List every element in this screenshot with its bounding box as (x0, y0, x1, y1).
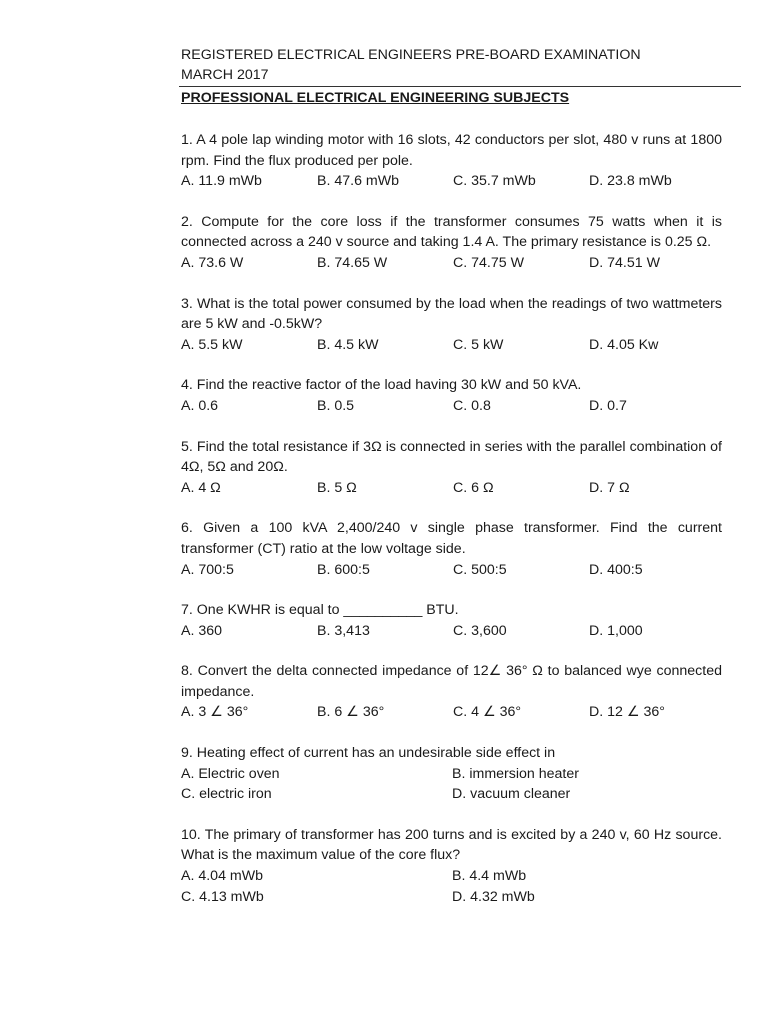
answer-option: C. 4.13 mWb (181, 888, 264, 905)
question-text: 4. Find the reactive factor of the load having 30 kW and 50 kVA. (181, 377, 582, 394)
question-7 (181, 600, 722, 641)
answer-option: D. 0.7 (589, 397, 627, 414)
answer-option: C. 5 kW (453, 336, 504, 353)
answer-option: B. 0.5 (317, 397, 355, 414)
answer-option: D. 12 ∠ 36° (589, 704, 665, 721)
answer-option: D. 4.05 Kw (589, 336, 659, 353)
answer-option: D. 400:5 (589, 561, 643, 578)
answer-option: B. 6 ∠ 36° (317, 704, 385, 721)
question-6 (181, 518, 722, 580)
answer-option: B. 3,413 (317, 622, 370, 639)
answer-option: D. vacuum cleaner (452, 786, 571, 803)
question-2 (181, 212, 722, 274)
question-list (181, 130, 722, 927)
answer-option: A. 5.5 kW (181, 336, 243, 353)
answer-option: D. 74.51 W (589, 254, 660, 271)
answer-option: A. 11.9 mWb (181, 173, 262, 190)
answer-option: A. Electric oven (181, 765, 280, 782)
question-text: 3. What is the total power consumed by the load when the readings of two wattmeters are 5 kW and -0.5kW? (181, 295, 722, 333)
answer-option: B. 4.4 mWb (452, 868, 527, 885)
question-text: 8. Convert the delta connected impedance of 12∠ 36° Ω to balanced wye connected impedance. (181, 663, 722, 700)
answer-option: C. 500:5 (453, 561, 507, 578)
answer-option: C. 6 Ω (453, 479, 494, 496)
answer-option: D. 4.32 mWb (452, 888, 535, 905)
answer-option: D. 7 Ω (589, 479, 630, 496)
exam-title: REGISTERED ELECTRICAL ENGINEERS PRE-BOARD EXAMINATION (181, 47, 641, 63)
answer-option: C. 35.7 mWb (453, 173, 536, 190)
answer-option: B. 47.6 mWb (317, 173, 400, 190)
answer-option: C. 4 ∠ 36° (453, 704, 522, 721)
answer-option: C. electric iron (181, 786, 272, 803)
exam-header (181, 45, 641, 85)
question-text: 6. Given a 100 kVA 2,400/240 v single phase transformer. Find the current transformer (CT) ratio at the low voltage side. (181, 520, 722, 557)
subject-title: PROFESSIONAL ELECTRICAL ENGINEERING SUBJECTS (181, 90, 570, 106)
question-text: 7. One KWHR is equal to __________ BTU. (181, 602, 459, 619)
answer-options (181, 335, 722, 356)
answer-option: B. 74.65 W (317, 254, 388, 271)
answer-option: A. 4.04 mWb (181, 868, 264, 885)
answer-option: B. 4.5 kW (317, 336, 379, 353)
answer-options (181, 702, 722, 723)
answer-options (181, 866, 722, 907)
question-10 (181, 825, 722, 907)
answer-options (181, 171, 722, 192)
answer-options (181, 560, 722, 581)
answer-options (181, 764, 722, 805)
answer-option: C. 0.8 (453, 397, 491, 414)
answer-option: A. 360 (181, 622, 223, 639)
question-text: 2. Compute for the core loss if the transformer consumes 75 watts when it is connected across a 240 v source and taking 1.4 A. The primary resistance is 0.25 Ω. (181, 213, 722, 251)
question-text: 10. The primary of transformer has 200 turns and is excited by a 240 v, 60 Hz source. What is the maximum value of the core flux? (181, 826, 722, 864)
answer-option: A. 73.6 W (181, 254, 244, 271)
answer-option: B. 5 Ω (317, 479, 357, 496)
question-1 (181, 130, 722, 192)
question-9 (181, 743, 722, 805)
answer-option: B. immersion heater (452, 765, 579, 782)
question-8 (181, 661, 722, 723)
answer-options (181, 253, 722, 274)
answer-options (181, 396, 722, 417)
answer-option: A. 700:5 (181, 561, 234, 578)
answer-option: D. 23.8 mWb (589, 173, 672, 190)
question-text: 9. Heating effect of current has an undesirable side effect in (181, 745, 556, 762)
exam-date: MARCH 2017 (181, 67, 269, 83)
question-5 (181, 437, 722, 499)
answer-option: B. 600:5 (317, 561, 370, 578)
question-text: 1. A 4 pole lap winding motor with 16 slots, 42 conductors per slot, 480 v runs at 1800 rpm. Find the flux produced per pole. (181, 132, 722, 169)
answer-options (181, 478, 722, 499)
answer-options (181, 621, 722, 642)
header-divider (179, 86, 741, 87)
answer-option: A. 4 Ω (181, 479, 221, 496)
answer-option: C. 74.75 W (453, 254, 524, 271)
answer-option: C. 3,600 (453, 622, 507, 639)
question-text: 5. Find the total resistance if 3Ω is connected in series with the parallel combination of 4Ω, 5Ω and 20Ω. (181, 438, 722, 476)
question-3 (181, 294, 722, 356)
answer-option: A. 3 ∠ 36° (181, 704, 249, 721)
answer-option: A. 0.6 (181, 397, 219, 414)
answer-option: D. 1,000 (589, 622, 643, 639)
question-4 (181, 375, 722, 416)
